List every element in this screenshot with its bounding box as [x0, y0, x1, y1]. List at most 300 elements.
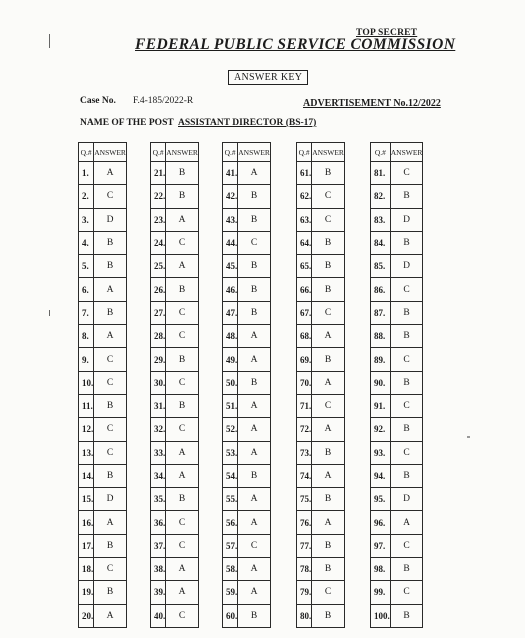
table-row	[297, 581, 345, 604]
table-row	[223, 464, 271, 487]
table-row	[151, 301, 199, 324]
question-number: 85.	[371, 255, 391, 278]
table-row	[297, 418, 345, 441]
table-row	[151, 418, 199, 441]
question-number: 69.	[297, 348, 312, 371]
table-row	[223, 325, 271, 348]
table-row	[371, 418, 423, 441]
table-row	[151, 394, 199, 417]
question-number: 80.	[297, 604, 312, 627]
table-row	[297, 604, 345, 627]
answer-letter: A	[166, 255, 199, 278]
table-row	[297, 371, 345, 394]
table-row	[223, 162, 271, 185]
table-row	[371, 325, 423, 348]
question-number: 91.	[371, 394, 391, 417]
answer-letter: B	[390, 325, 423, 348]
table-row	[371, 394, 423, 417]
question-number: 78.	[297, 558, 312, 581]
question-number: 37.	[151, 534, 166, 557]
answer-letter: A	[94, 162, 127, 185]
table-row	[79, 418, 127, 441]
answer-letter: A	[166, 558, 199, 581]
answer-letter: B	[94, 394, 127, 417]
question-number: 70.	[297, 371, 312, 394]
answer-letter: C	[238, 534, 271, 557]
answer-letter: B	[238, 208, 271, 231]
question-number: 98.	[371, 558, 391, 581]
scan-speck	[467, 436, 470, 438]
question-number: 88.	[371, 325, 391, 348]
answer-letter: B	[312, 348, 345, 371]
question-number: 47.	[223, 301, 238, 324]
table-row	[297, 278, 345, 301]
table-row	[371, 208, 423, 231]
question-number: 89.	[371, 348, 391, 371]
table-row	[79, 231, 127, 254]
answer-letter: C	[166, 325, 199, 348]
answer-letter: A	[238, 162, 271, 185]
answer-letter: A	[238, 558, 271, 581]
table-row	[151, 208, 199, 231]
question-number: 81.	[371, 162, 391, 185]
question-number: 41.	[223, 162, 238, 185]
table-row	[371, 558, 423, 581]
answer-letter: C	[166, 371, 199, 394]
table-row	[79, 581, 127, 604]
document-title-box: ANSWER KEY	[228, 70, 308, 85]
question-number: 73.	[297, 441, 312, 464]
question-number: 79.	[297, 581, 312, 604]
table-row	[371, 231, 423, 254]
question-number: 32.	[151, 418, 166, 441]
table-row	[297, 185, 345, 208]
table-row	[371, 278, 423, 301]
answer-letter: C	[94, 348, 127, 371]
question-number: 42.	[223, 185, 238, 208]
question-number: 87.	[371, 301, 391, 324]
table-row	[79, 534, 127, 557]
answer-letter: A	[238, 394, 271, 417]
question-number: 61.	[297, 162, 312, 185]
answer-letter: A	[312, 371, 345, 394]
answer-letter: B	[238, 371, 271, 394]
table-row	[223, 604, 271, 627]
answer-letter: B	[390, 301, 423, 324]
question-number: 6.	[79, 278, 94, 301]
question-number: 76.	[297, 511, 312, 534]
answer-letter: D	[390, 255, 423, 278]
answer-column-header: ANSWER	[94, 143, 127, 162]
answer-letter: B	[390, 231, 423, 254]
table-row	[151, 278, 199, 301]
table-row	[223, 185, 271, 208]
table-row	[79, 394, 127, 417]
question-number: 99.	[371, 581, 391, 604]
answer-letter: B	[312, 604, 345, 627]
answer-column-header: ANSWER	[390, 143, 423, 162]
answer-letter: B	[312, 231, 345, 254]
answer-letter: B	[166, 278, 199, 301]
answer-letter: A	[238, 581, 271, 604]
question-number: 86.	[371, 278, 391, 301]
answer-letter: A	[312, 418, 345, 441]
question-number: 18.	[79, 558, 94, 581]
question-number: 13.	[79, 441, 94, 464]
answer-letter: A	[390, 511, 423, 534]
table-row	[79, 488, 127, 511]
answer-letter: C	[166, 231, 199, 254]
answer-letter: B	[94, 581, 127, 604]
question-number: 93.	[371, 441, 391, 464]
question-number: 43.	[223, 208, 238, 231]
table-row	[79, 348, 127, 371]
answer-letter: B	[390, 418, 423, 441]
question-number: 66.	[297, 278, 312, 301]
case-number-value: F.4-185/2022-R	[133, 96, 194, 106]
question-number: 15.	[79, 488, 94, 511]
post-name-label: NAME OF THE POST	[80, 118, 174, 128]
table-row	[79, 208, 127, 231]
answer-column-header: ANSWER	[312, 143, 345, 162]
question-number: 9.	[79, 348, 94, 371]
question-number: 49.	[223, 348, 238, 371]
question-number: 56.	[223, 511, 238, 534]
answer-letter: A	[238, 418, 271, 441]
question-number: 22.	[151, 185, 166, 208]
answer-column-header: ANSWER	[238, 143, 271, 162]
answer-letter: C	[390, 348, 423, 371]
advertisement-number: ADVERTISEMENT No.12/2022	[303, 98, 441, 109]
question-number: 17.	[79, 534, 94, 557]
organization-title: FEDERAL PUBLIC SERVICE COMMISSION	[135, 36, 456, 53]
answer-letter: A	[166, 441, 199, 464]
answer-letter: B	[312, 255, 345, 278]
table-row	[79, 604, 127, 627]
answer-column-header: ANSWER	[166, 143, 199, 162]
answer-letter: A	[94, 511, 127, 534]
question-number: 34.	[151, 464, 166, 487]
question-number: 39.	[151, 581, 166, 604]
answer-letter: C	[166, 511, 199, 534]
table-row	[151, 231, 199, 254]
table-row	[297, 208, 345, 231]
answer-letter: A	[94, 278, 127, 301]
table-row	[371, 348, 423, 371]
answer-letter: A	[312, 325, 345, 348]
question-column-header: Q.#	[151, 143, 166, 162]
question-number: 25.	[151, 255, 166, 278]
table-row	[297, 534, 345, 557]
answer-letter: C	[94, 418, 127, 441]
question-number: 94.	[371, 464, 391, 487]
question-number: 12.	[79, 418, 94, 441]
answer-letter: B	[312, 558, 345, 581]
answer-letter: A	[238, 441, 271, 464]
table-row	[371, 162, 423, 185]
question-number: 27.	[151, 301, 166, 324]
table-row	[371, 301, 423, 324]
table-row	[223, 348, 271, 371]
answer-letter: C	[94, 371, 127, 394]
question-number: 95.	[371, 488, 391, 511]
table-row	[223, 301, 271, 324]
answer-letter: C	[94, 441, 127, 464]
question-number: 40.	[151, 604, 166, 627]
table-row	[223, 394, 271, 417]
table-row	[223, 418, 271, 441]
table-row	[297, 558, 345, 581]
question-number: 38.	[151, 558, 166, 581]
question-number: 28.	[151, 325, 166, 348]
answer-letter: A	[94, 325, 127, 348]
question-number: 68.	[297, 325, 312, 348]
table-row	[297, 231, 345, 254]
question-number: 92.	[371, 418, 391, 441]
question-number: 16.	[79, 511, 94, 534]
answer-letter: A	[312, 464, 345, 487]
question-column-header: Q.#	[79, 143, 94, 162]
answer-letter: C	[238, 231, 271, 254]
question-number: 72.	[297, 418, 312, 441]
table-row	[223, 581, 271, 604]
table-row	[223, 208, 271, 231]
answer-letter: A	[94, 604, 127, 627]
question-number: 36.	[151, 511, 166, 534]
table-row	[151, 511, 199, 534]
question-column-header: Q.#	[223, 143, 238, 162]
table-row	[151, 441, 199, 464]
answer-letter: C	[312, 581, 345, 604]
table-row	[151, 604, 199, 627]
answer-letter: B	[312, 534, 345, 557]
answer-letter: C	[312, 394, 345, 417]
answer-letter: B	[390, 185, 423, 208]
table-header-row	[151, 143, 199, 162]
answer-letter: B	[166, 348, 199, 371]
answer-letter: A	[312, 511, 345, 534]
table-row	[151, 255, 199, 278]
answer-letter: A	[166, 581, 199, 604]
answer-letter: C	[390, 162, 423, 185]
table-row	[371, 604, 423, 627]
question-number: 14.	[79, 464, 94, 487]
question-number: 84.	[371, 231, 391, 254]
question-number: 3.	[79, 208, 94, 231]
question-number: 60.	[223, 604, 238, 627]
question-number: 50.	[223, 371, 238, 394]
table-row	[371, 534, 423, 557]
question-column-header: Q.#	[371, 143, 391, 162]
question-number: 71.	[297, 394, 312, 417]
table-row	[297, 348, 345, 371]
table-row	[297, 325, 345, 348]
table-row	[297, 301, 345, 324]
question-number: 33.	[151, 441, 166, 464]
table-row	[371, 185, 423, 208]
answer-letter: C	[390, 441, 423, 464]
question-number: 55.	[223, 488, 238, 511]
answer-letter: B	[166, 162, 199, 185]
question-number: 31.	[151, 394, 166, 417]
table-row	[223, 534, 271, 557]
answer-letter: C	[390, 581, 423, 604]
table-row	[79, 325, 127, 348]
table-row	[223, 255, 271, 278]
table-row	[151, 464, 199, 487]
answer-letter: B	[312, 441, 345, 464]
answer-letter: B	[390, 464, 423, 487]
answer-letter: B	[166, 394, 199, 417]
answer-letter: C	[166, 301, 199, 324]
table-row	[371, 255, 423, 278]
answer-letter: A	[238, 488, 271, 511]
answer-letter: A	[238, 348, 271, 371]
question-number: 75.	[297, 488, 312, 511]
answer-table	[150, 142, 199, 628]
table-row	[151, 348, 199, 371]
answer-letter: D	[94, 488, 127, 511]
table-header-row	[223, 143, 271, 162]
answer-letter: B	[390, 604, 423, 627]
question-number: 65.	[297, 255, 312, 278]
answer-letter: C	[390, 394, 423, 417]
table-row	[223, 278, 271, 301]
answer-letter: B	[390, 371, 423, 394]
question-number: 48.	[223, 325, 238, 348]
answer-letter: C	[94, 185, 127, 208]
table-row	[297, 162, 345, 185]
question-number: 62.	[297, 185, 312, 208]
table-row	[371, 581, 423, 604]
table-row	[297, 255, 345, 278]
table-row	[151, 581, 199, 604]
question-number: 5.	[79, 255, 94, 278]
question-number: 1.	[79, 162, 94, 185]
answer-letter: B	[312, 278, 345, 301]
table-row	[79, 185, 127, 208]
question-number: 97.	[371, 534, 391, 557]
table-row	[79, 162, 127, 185]
answer-letter: C	[390, 278, 423, 301]
table-header-row	[371, 143, 423, 162]
question-number: 19.	[79, 581, 94, 604]
question-number: 100.	[371, 604, 391, 627]
table-header-row	[297, 143, 345, 162]
table-row	[371, 464, 423, 487]
answer-letter: C	[312, 208, 345, 231]
table-row	[151, 558, 199, 581]
table-row	[223, 511, 271, 534]
table-header-row	[79, 143, 127, 162]
table-row	[79, 511, 127, 534]
question-number: 30.	[151, 371, 166, 394]
answer-letter: B	[238, 464, 271, 487]
question-number: 29.	[151, 348, 166, 371]
question-number: 77.	[297, 534, 312, 557]
answer-letter: C	[94, 558, 127, 581]
answer-letter: D	[94, 208, 127, 231]
answer-letter: A	[166, 464, 199, 487]
post-name-value: ASSISTANT DIRECTOR (BS-17)	[178, 118, 317, 128]
question-number: 4.	[79, 231, 94, 254]
question-number: 8.	[79, 325, 94, 348]
table-row	[79, 558, 127, 581]
answer-letter: B	[94, 464, 127, 487]
answer-letter: C	[166, 418, 199, 441]
answer-letter: D	[390, 488, 423, 511]
question-number: 54.	[223, 464, 238, 487]
answer-table	[370, 142, 423, 628]
answer-letter: A	[238, 511, 271, 534]
table-row	[297, 488, 345, 511]
question-column-header: Q.#	[297, 143, 312, 162]
table-row	[371, 511, 423, 534]
question-number: 64.	[297, 231, 312, 254]
question-number: 46.	[223, 278, 238, 301]
question-number: 82.	[371, 185, 391, 208]
table-row	[223, 441, 271, 464]
question-number: 57.	[223, 534, 238, 557]
question-number: 7.	[79, 301, 94, 324]
question-number: 20.	[79, 604, 94, 627]
answer-table	[78, 142, 127, 628]
table-row	[151, 325, 199, 348]
answer-letter: A	[166, 208, 199, 231]
question-number: 59.	[223, 581, 238, 604]
table-row	[297, 464, 345, 487]
case-number-label: Case No.	[80, 96, 116, 106]
answer-letter: B	[238, 185, 271, 208]
question-number: 51.	[223, 394, 238, 417]
question-number: 23.	[151, 208, 166, 231]
answer-letter: D	[390, 208, 423, 231]
question-number: 26.	[151, 278, 166, 301]
question-number: 24.	[151, 231, 166, 254]
answer-table	[222, 142, 271, 628]
question-number: 83.	[371, 208, 391, 231]
table-row	[223, 371, 271, 394]
table-row	[151, 488, 199, 511]
table-row	[79, 278, 127, 301]
question-number: 2.	[79, 185, 94, 208]
answer-letter: C	[312, 185, 345, 208]
question-number: 96.	[371, 511, 391, 534]
question-number: 44.	[223, 231, 238, 254]
question-number: 21.	[151, 162, 166, 185]
answer-letter: C	[166, 534, 199, 557]
table-row	[223, 488, 271, 511]
classification-label: TOP SECRET	[356, 28, 418, 38]
table-row	[223, 558, 271, 581]
question-number: 35.	[151, 488, 166, 511]
answer-letter: B	[312, 162, 345, 185]
question-number: 53.	[223, 441, 238, 464]
answer-letter: B	[94, 534, 127, 557]
answer-letter: C	[166, 604, 199, 627]
table-row	[297, 511, 345, 534]
table-row	[79, 441, 127, 464]
answer-letter: A	[238, 325, 271, 348]
question-number: 67.	[297, 301, 312, 324]
table-row	[79, 255, 127, 278]
table-row	[371, 488, 423, 511]
table-row	[371, 441, 423, 464]
table-row	[79, 301, 127, 324]
answer-letter: B	[94, 255, 127, 278]
table-row	[297, 441, 345, 464]
answer-letter: C	[390, 534, 423, 557]
